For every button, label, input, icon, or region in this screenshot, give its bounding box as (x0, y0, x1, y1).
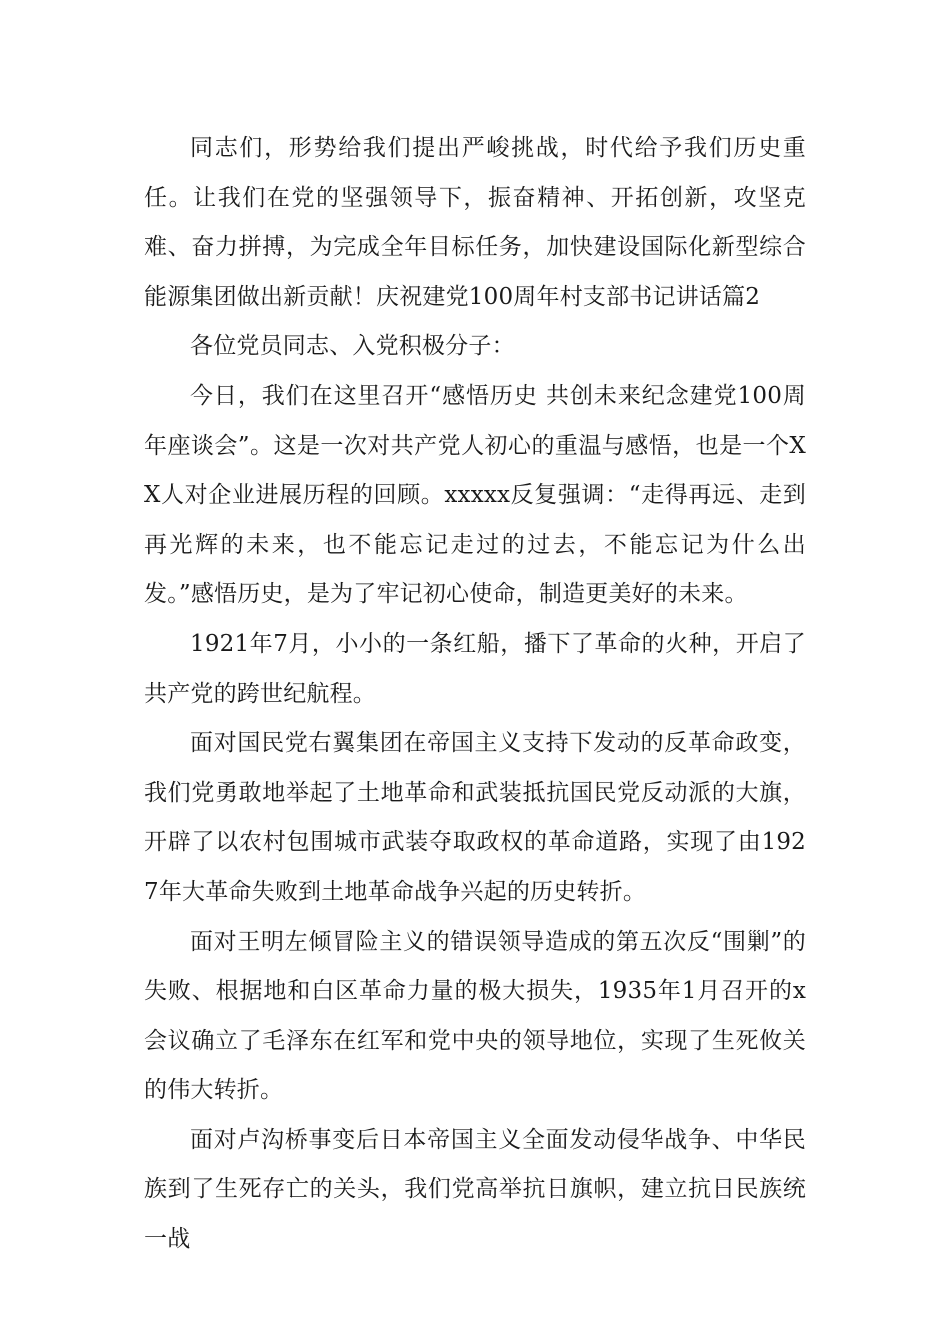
paragraph-4: 1921年7月，小小的一条红船，播下了革命的火种，开启了共产党的跨世纪航程。 (144, 630, 806, 707)
paragraph-5: 面对国民党右翼集团在帝国主义支持下发动的反革命政变，我们党勇敢地举起了土地革命和武装抵抗国民党反动派的大旗，开辟了以农村包围城市武装夺取政权的革命道路，实现了由1927年大革命失败到土地革命战争兴起的历史转折。 (144, 730, 806, 905)
document-body (144, 124, 806, 1265)
paragraph-2: 各位党员同志、入党积极分子： (190, 333, 515, 360)
paragraph-1: 同志们，形势给我们提出严峻挑战，时代给予我们历史重任。让我们在党的坚强领导下，振奋精神、开拓创新，攻坚克难、奋力拼搏，为完成全年目标任务，加快建设国际化新型综合能源集团做出新贡献！庆祝建党100周年村支部书记讲话篇2 (144, 135, 806, 310)
paragraph-6: 面对王明左倾冒险主义的错误领导造成的第五次反“围剿”的失败、根据地和白区革命力量的极大损失，1935年1月召开的x会议确立了毛泽东在红军和党中央的领导地位，实现了生死攸关的伟大转折。 (144, 928, 806, 1104)
paragraph-3: 今日，我们在这里召开“感悟历史 共创未来纪念建党100周年座谈会”。这是一次对共产党人初心的重温与感悟，也是一个XX人对企业进展历程的回顾。xxxxx反复强调：“走得再远、走到再光辉的未来，也不能忘记走过的过去，不能忘记为什么出发。”感悟历史，是为了牢记初心使命，制造更美好的未来。 (144, 382, 806, 608)
paragraph-7: 面对卢沟桥事变后日本帝国主义全面发动侵华战争、中华民族到了生死存亡的关头，我们党高举抗日旗帜，建立抗日民族统一战 (144, 1126, 806, 1253)
